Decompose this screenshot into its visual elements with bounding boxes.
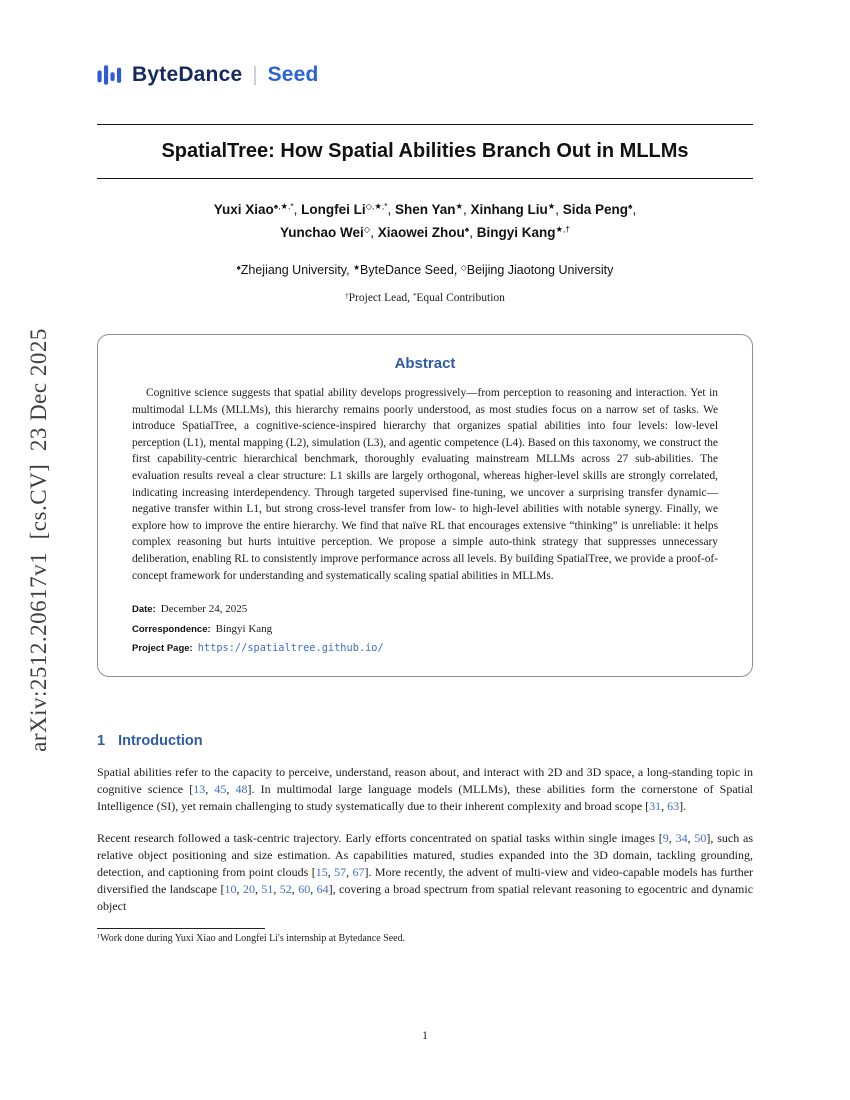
paper-title: SpatialTree: How Spatial Abilities Branch Out in MLLMs — [161, 140, 689, 162]
section-number: 1 — [97, 732, 106, 749]
author-list — [97, 199, 753, 245]
text-segment: Spatial abilities refer to the capacity to perceive, understand, reason about, and interact with 2D and 3D space, a long-standing topic in cognitive science [ — [97, 764, 753, 796]
text-segment: Bingyi Kang — [476, 225, 556, 240]
citation-link[interactable]: 34 — [675, 830, 688, 845]
contribution-note — [97, 292, 753, 304]
text-segment: ♠ — [464, 224, 470, 234]
text-segment: ★ — [455, 201, 463, 211]
text-segment: , — [291, 881, 299, 896]
text-segment: * — [412, 292, 417, 300]
text-segment: Equal Contribution — [416, 292, 505, 304]
citation-link[interactable]: 64 — [316, 881, 329, 896]
text-segment: , — [387, 202, 395, 217]
text-segment: , — [310, 881, 317, 896]
citation-link[interactable]: 15 — [315, 864, 328, 879]
affiliations — [97, 263, 753, 277]
citation-link[interactable]: 50 — [694, 830, 707, 845]
text-segment: Beijing Jiaotong University — [466, 263, 614, 277]
text-segment: Yuxi Xiao — [213, 202, 274, 217]
text-segment: , — [254, 881, 262, 896]
citation-link[interactable]: 67 — [352, 864, 365, 879]
citation-link[interactable]: 52 — [279, 881, 292, 896]
text-segment: ]. More recently, the advent of multi-view and video-capable models has further diversified the landscape [ — [97, 864, 754, 896]
citation-link[interactable]: 48 — [235, 781, 248, 796]
project-page-link[interactable]: https://spatialtree.github.io/ — [197, 642, 384, 655]
text-segment: ]. — [679, 798, 687, 813]
correspondence-label: Correspondence: — [132, 623, 211, 635]
footnote — [97, 933, 753, 944]
meta-correspondence-row — [132, 619, 718, 639]
text-segment: ], such as relative object positioning and size estimation. As capabilities matured, studies expanded into the 3D domain, tackling grounding, detection, and captioning from point clouds [ — [97, 830, 754, 879]
text-segment: 1 — [97, 932, 101, 940]
logo-separator: | — [252, 63, 258, 86]
text-segment: Zhejiang University, — [240, 263, 354, 277]
text-segment: ♠,★,* — [273, 201, 294, 211]
footnote-rule — [97, 928, 265, 929]
project-page-label: Project Page: — [132, 643, 193, 655]
text-segment: , — [273, 881, 280, 896]
text-segment: Shen Yan — [394, 202, 456, 217]
author-line-1 — [97, 199, 753, 222]
text-segment: ◇ — [363, 224, 371, 234]
meta-date-row — [132, 599, 718, 619]
text-segment: ByteDance Seed, — [360, 263, 461, 277]
citation-link[interactable]: 20 — [242, 881, 255, 896]
bytedance-logo-icon — [97, 62, 123, 88]
header-logo — [97, 62, 753, 88]
text-segment: Yunchao Wei — [280, 225, 364, 240]
text-segment: , — [661, 798, 668, 813]
author-line-2 — [97, 222, 753, 245]
citation-link[interactable]: 13 — [193, 781, 206, 796]
date-label: Date: — [132, 604, 156, 616]
text-segment: † — [345, 292, 349, 300]
text-segment: , — [370, 225, 378, 240]
text-segment: Work done during Yuxi Xiao and Longfei Li's internship at Bytedance Seed. — [100, 932, 406, 944]
text-segment: ★,† — [555, 224, 570, 234]
text-segment: , — [346, 864, 353, 879]
text-segment: , — [327, 864, 335, 879]
paper-content — [97, 0, 753, 944]
text-segment: , — [469, 225, 477, 240]
text-segment: , — [668, 830, 676, 845]
abstract-heading: Abstract — [394, 355, 456, 372]
text-segment: Xinhang Liu — [470, 202, 548, 217]
meta-project-row — [132, 638, 718, 658]
paper-meta — [132, 599, 718, 658]
abstract-box — [97, 334, 753, 677]
text-segment: , — [632, 202, 637, 217]
arxiv-watermark: arXiv:2512.20617v1 [cs.CV] 23 Dec 2025 — [26, 328, 51, 752]
citation-link[interactable]: 57 — [334, 864, 347, 879]
citation-link[interactable]: 9 — [662, 830, 669, 845]
text-segment: ◇ — [460, 263, 467, 272]
citation-link[interactable]: 63 — [667, 798, 680, 813]
text-segment: ], covering a broad spectrum from spatial relevant reasoning to egocentric and dynamic object — [97, 881, 754, 913]
text-segment: , — [205, 781, 215, 796]
section-heading-introduction — [97, 733, 753, 749]
text-segment: , — [226, 781, 236, 796]
date-value: December 24, 2025 — [160, 603, 248, 616]
section-title: Introduction — [118, 732, 203, 749]
citation-link[interactable]: 51 — [261, 881, 274, 896]
text-segment: ★ — [547, 201, 556, 211]
intro-paragraph-2 — [97, 830, 753, 915]
correspondence-value: Bingyi Kang — [215, 622, 273, 635]
citation-link[interactable]: 45 — [214, 781, 227, 796]
text-segment: , — [463, 202, 471, 217]
citation-link[interactable]: 10 — [224, 881, 237, 896]
title-rule-bottom — [97, 178, 753, 179]
text-segment: ★ — [353, 263, 361, 272]
text-segment: Longfei Li — [301, 202, 366, 217]
text-segment: , — [293, 202, 302, 217]
text-segment: , — [555, 202, 563, 217]
seed-wordmark: Seed — [267, 63, 319, 86]
text-segment: ♠ — [628, 201, 633, 211]
text-segment: ♠ — [236, 263, 241, 272]
text-segment: Sida Peng — [562, 202, 629, 217]
text-segment: Project Lead, — [348, 292, 413, 304]
bytedance-wordmark: ByteDance — [132, 63, 243, 86]
citation-link[interactable]: 60 — [298, 881, 311, 896]
text-segment: , — [687, 830, 695, 845]
abstract-body: Cognitive science suggests that spatial ability develops progressively—from perception to reasoning and interaction. Yet in multimodal LLMs (MLLMs), this hierarchy remains poorly understood, as most studies focus on a narrow set of tasks. We introduce SpatialTree, a cognitive-science-inspired hierarchy that organizes spatial abilities into four levels: low-level perception (L1), mental mapping (L2), simulation (L3), and agentic competence (L4). Based on this taxonomy, we construct the first capability-centric hierarchical benchmark, thoroughly evaluating mainstream MLLMs across 27 sub-abilities. The evaluation results reveal a clear structure: L1 skills are largely orthogonal, whereas higher-level skills are strongly correlated, indicating increasing interdependency. Through targeted supervised fine-tuning, we uncover a surprising transfer dynamic—negative transfer within L1, but strong cross-level transfer from low- to high-level abilities with notable synergy. Finally, we explore how to improve the entire hierarchy. We find that naïve RL that encourages extensive “thinking” is unreliable: it helps complex reasoning but hurts intuitive perception. We propose a simple auto-think strategy that suppresses unnecessary deliberation, enabling RL to consistently improve performance across all levels. By building SpatialTree, we provide a proof-of-concept framework for understanding and systematically scaling spatial abilities in MLLMs. — [132, 387, 718, 582]
intro-paragraph-1 — [97, 764, 753, 815]
text-segment: Xiaowei Zhou — [377, 225, 465, 240]
page-number: 1 — [422, 1030, 428, 1042]
text-segment: Recent research followed a task-centric trajectory. Early efforts concentrated on spatial tasks within single images [ — [97, 830, 663, 845]
text-segment: , — [236, 881, 243, 896]
citation-link[interactable]: 31 — [649, 798, 662, 813]
text-segment: ]. In multimodal large language models (MLLMs), these abilities form the cornerstone of Spatial Intelligence (SI), yet remain challenging to study systematically due to their inherent complexity and broad scope [ — [97, 781, 753, 813]
text-segment: ◇,★,* — [365, 201, 388, 211]
